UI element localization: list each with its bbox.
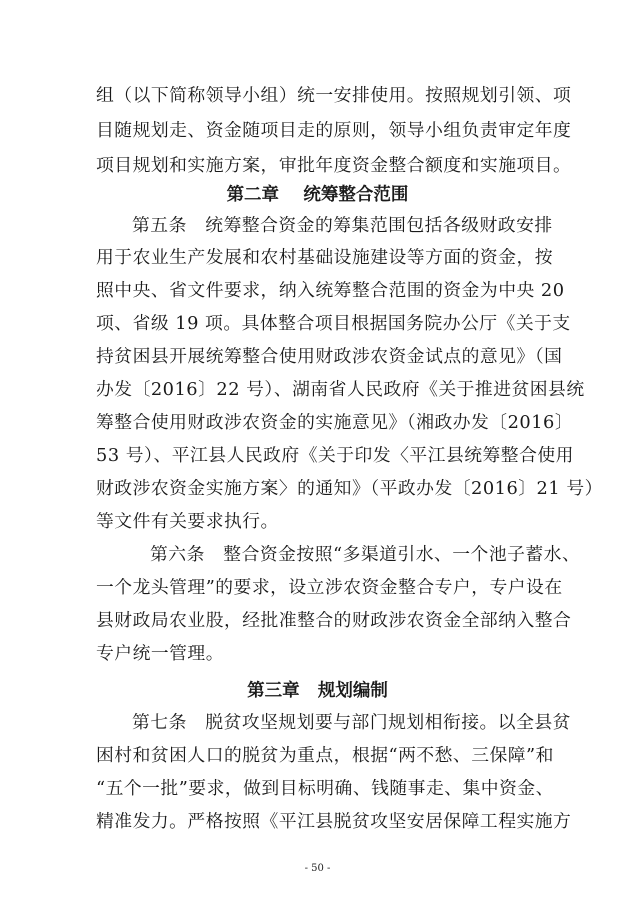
body-line: 项目规划和实施方案，审批年度资金整合额度和实施项目。 (96, 155, 572, 176)
body-line: “五个一批”要求，做到目标明确、钱随事走、集中资金、 (96, 778, 554, 799)
body-line: 组（以下简称领导小组）统一安排使用。按照规划引领、项 (96, 85, 572, 106)
body-line: 县财政局农业股，经批准整合的财政涉农资金全部纳入整合 (96, 610, 572, 631)
body-line: 等文件有关要求执行。 (96, 511, 279, 532)
body-line: 筹整合使用财政涉农资金的实施意见》（湘政办发〔2016〕 (96, 412, 574, 433)
body-line: 项、省级 19 项。具体整合项目根据国务院办公厅《关于支 (96, 313, 571, 334)
body-line: 精准发力。严格按照《平江县脱贫攻坚安居保障工程实施方 (96, 811, 572, 832)
body-line: 持贫困县开展统筹整合使用财政涉农资金试点的意见》（国 (96, 346, 563, 367)
body-line: 53 号）、平江县人民政府《关于印发〈平江县统筹整合使用 (96, 445, 574, 466)
body-line: 目随规划走、资金随项目走的原则，领导小组负责审定年度 (96, 120, 572, 141)
chapter-heading: 第三章 规划编制 (247, 681, 388, 701)
page-number: - 50 - (304, 863, 331, 874)
body-line: 专户统一管理。 (96, 643, 224, 664)
chapter-heading: 第二章 统筹整合范围 (226, 185, 409, 205)
body-line: 一个龙头管理”的要求，设立涉农资金整合专户，专户设在 (96, 577, 563, 598)
body-line: 照中央、省文件要求，纳入统筹整合范围的资金为中央 20 (96, 280, 565, 301)
body-line: 困村和贫困人口的脱贫为重点，根据“两不愁、三保障”和 (96, 745, 554, 766)
article-start-line: 第六条 整合资金按照“多渠道引水、一个池子蓄水、 (150, 544, 581, 565)
article-start-line: 第七条 脱贫攻坚规划要与部门规划相衔接。以全县贫 (132, 712, 571, 733)
article-start-line: 第五条 统筹整合资金的筹集范围包括各级财政安排 (132, 215, 553, 236)
body-line: 用于农业生产发展和农村基础设施建设等方面的资金，按 (96, 247, 554, 268)
body-line: 财政涉农资金实施方案〉的通知》（平政办发〔2016〕21 号） (96, 478, 603, 499)
body-line: 办发〔2016〕22 号）、湖南省人民政府《关于推进贫困县统 (96, 379, 585, 400)
